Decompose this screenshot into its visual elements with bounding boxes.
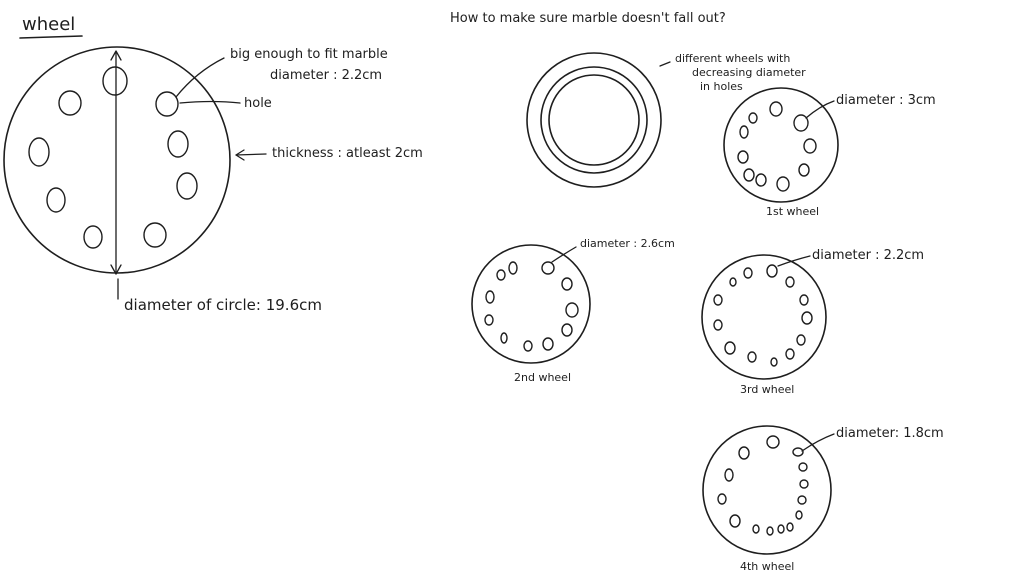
wheel-3-circle <box>702 255 826 379</box>
marble-hole <box>156 92 178 116</box>
marble-hole <box>168 131 188 157</box>
marble-hole <box>566 303 578 317</box>
wheel-1-label: 1st wheel <box>766 205 820 218</box>
marble-hole <box>800 295 808 305</box>
marble-hole <box>786 349 794 359</box>
marble-hole <box>756 174 766 186</box>
wheel-4-sketch <box>703 426 944 573</box>
thickness-label: thickness : atleast 2cm <box>272 146 423 161</box>
main-wheel-sketch <box>4 14 423 314</box>
concept-leader <box>660 62 670 66</box>
wheel-2-circle <box>472 245 590 363</box>
marble-hole <box>59 91 81 115</box>
hole-leader <box>180 102 240 104</box>
marble-hole <box>740 126 748 138</box>
title-underline <box>20 36 82 38</box>
marble-hole <box>744 169 754 181</box>
marble-hole <box>562 324 572 336</box>
marble-hole <box>47 188 65 212</box>
marble-hole <box>800 480 808 488</box>
marble-hole <box>144 223 166 247</box>
fit-marble-label: big enough to fit marble <box>230 47 388 62</box>
circle-diameter-label: diameter of circle: 19.6cm <box>124 296 322 314</box>
marble-hole <box>725 342 735 354</box>
wheel-3-sketch <box>702 248 924 396</box>
marble-hole <box>767 527 773 535</box>
marble-hole <box>778 525 784 533</box>
fit-diameter-label: diameter : 2.2cm <box>270 68 383 83</box>
marble-hole <box>744 268 752 278</box>
wheel-2-sketch <box>472 237 675 384</box>
marble-hole <box>29 138 49 166</box>
wheel-2-hole-diameter: diameter : 2.6cm <box>580 237 675 250</box>
marble-hole <box>730 278 736 286</box>
concept-note-line2: decreasing diameter <box>692 66 806 79</box>
wheel-1-sketch <box>724 88 936 218</box>
concept-note-line1: different wheels with <box>675 52 791 65</box>
thickness-arrow-line <box>236 154 266 155</box>
marble-hole <box>84 226 102 248</box>
marble-hole <box>543 338 553 350</box>
wheel-1-hole-diameter: diameter : 3cm <box>836 93 936 108</box>
marble-hole <box>787 523 793 531</box>
marble-hole <box>771 358 777 366</box>
wheel-2-leader <box>552 247 576 262</box>
marble-hole <box>103 67 127 95</box>
marble-hole <box>767 265 777 277</box>
marble-hole <box>485 315 493 325</box>
marble-hole <box>524 341 532 351</box>
marble-hole <box>497 270 505 280</box>
main-wheel-title: wheel <box>22 14 76 35</box>
marble-hole <box>486 291 494 303</box>
marble-hole <box>725 469 733 481</box>
marble-hole <box>802 312 812 324</box>
hole-label: hole <box>244 96 272 111</box>
marble-hole <box>777 177 789 191</box>
marble-hole <box>796 511 802 519</box>
marble-hole <box>770 102 782 116</box>
middle-ring <box>541 67 647 173</box>
wheel-4-label: 4th wheel <box>740 560 795 573</box>
wheel-3-label: 3rd wheel <box>740 383 795 396</box>
concept-ring-sketch <box>527 52 806 187</box>
marble-hole <box>714 295 722 305</box>
marble-hole <box>714 320 722 330</box>
marble-hole <box>786 277 794 287</box>
marble-hole <box>509 262 517 274</box>
marble-hole <box>748 352 756 362</box>
marble-hole <box>542 262 554 274</box>
marble-hole <box>804 139 816 153</box>
wheel-4-leader <box>802 434 834 451</box>
wheel-3-hole-diameter: diameter : 2.2cm <box>812 248 925 263</box>
marble-hole <box>798 496 806 504</box>
wheel-4-hole-diameter: diameter: 1.8cm <box>836 426 944 441</box>
marble-hole <box>739 447 749 459</box>
marble-hole <box>799 463 807 471</box>
marble-hole <box>767 436 779 448</box>
outer-ring <box>527 53 661 187</box>
fit-marble-leader <box>176 58 224 97</box>
question-heading: How to make sure marble doesn't fall out? <box>450 11 726 26</box>
marble-hole <box>738 151 748 163</box>
marble-hole <box>562 278 572 290</box>
marble-hole <box>753 525 759 533</box>
marble-hole <box>797 335 805 345</box>
marble-hole <box>793 448 803 456</box>
concept-note-line3: in holes <box>700 80 743 93</box>
wheel-2-label: 2nd wheel <box>514 371 572 384</box>
main-wheel-circle <box>4 47 230 273</box>
marble-hole <box>177 173 197 199</box>
marble-hole <box>799 164 809 176</box>
inner-ring <box>549 75 639 165</box>
marble-hole <box>749 113 757 123</box>
marble-hole <box>730 515 740 527</box>
marble-hole <box>501 333 507 343</box>
marble-hole <box>718 494 726 504</box>
